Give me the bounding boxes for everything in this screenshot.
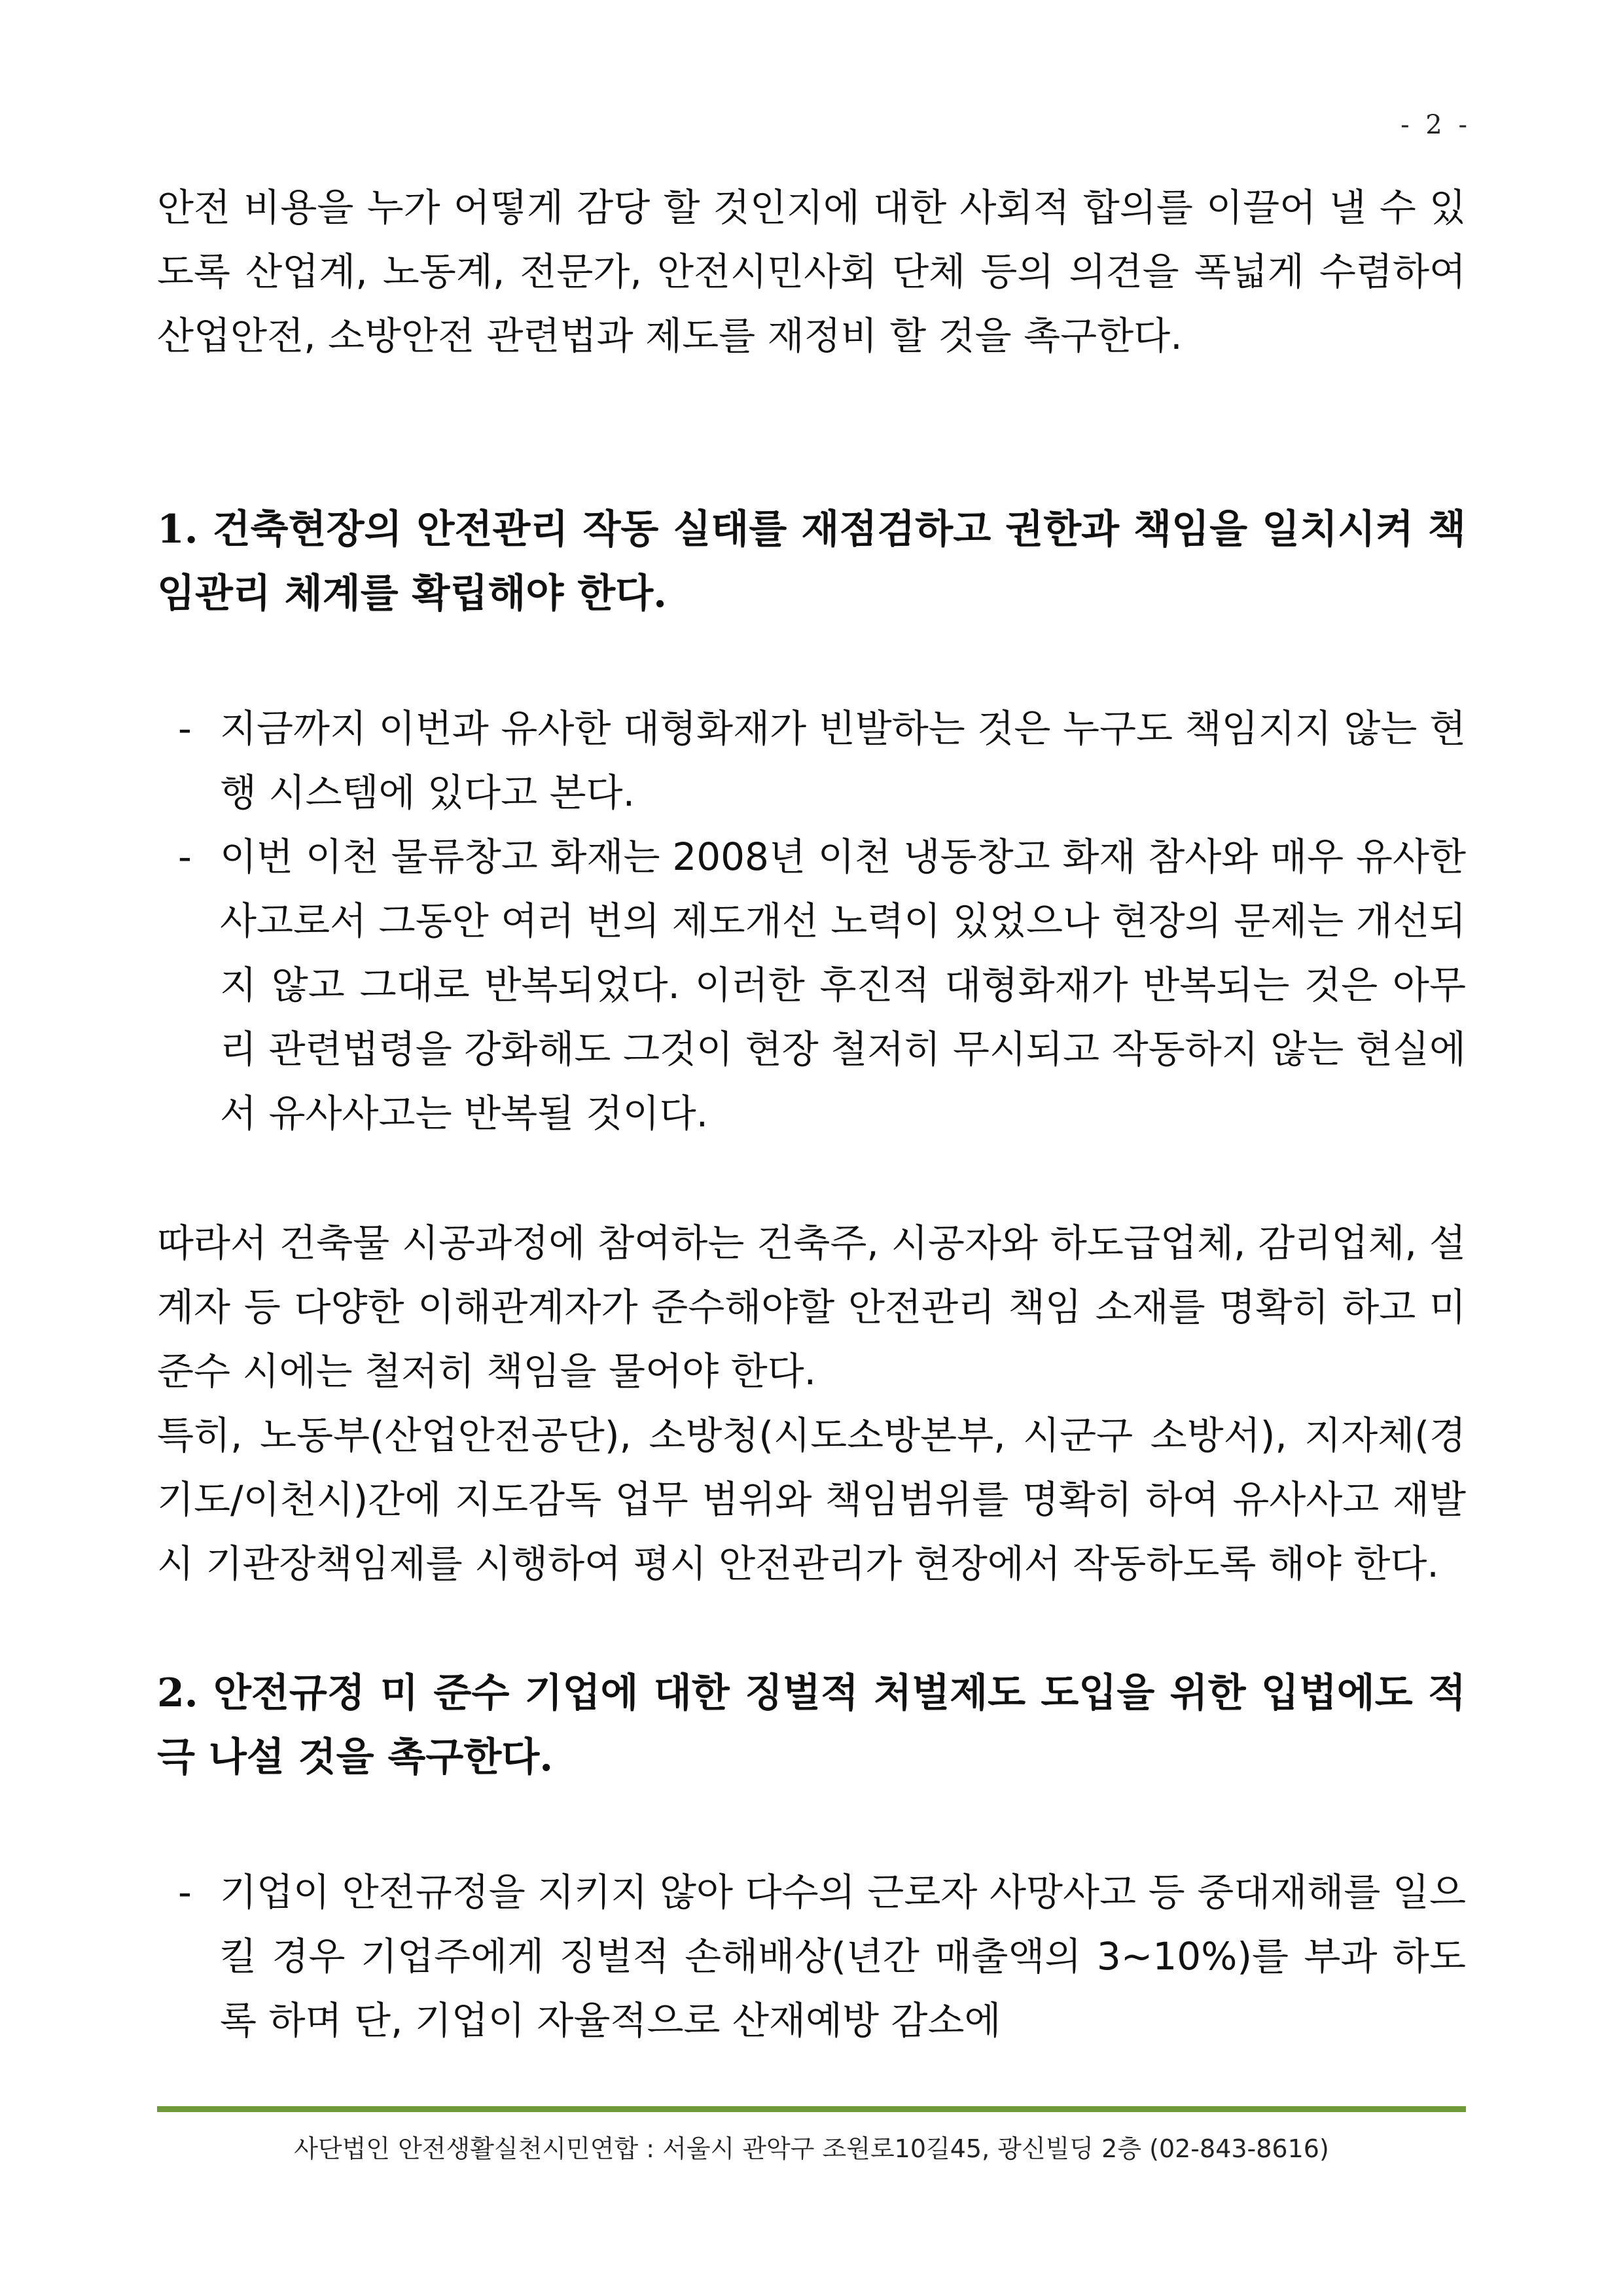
section-1-list: [157, 696, 1466, 1145]
page-number: - 2 -: [1400, 110, 1471, 140]
list-item-text: 지금까지 이번과 유사한 대형화재가 빈발하는 것은 누구도 책임지지 않는 현행 시스템에 있다고 본다.: [220, 706, 1466, 815]
dash-bullet: -: [178, 1870, 192, 1914]
section-1-heading: 1. 건축현장의 안전관리 작동 실태를 재점검하고 권한과 책임을 일치시켜 책임관리 체계를 확립해야 한다.: [157, 507, 1466, 617]
list-item-text: 기업이 안전규정을 지키지 않아 다수의 근로자 사망사고 등 중대재해를 일으킬 경우 기업주에게 징벌적 손해배상(년간 매출액의 3~10%)를 부과 하도록 하며 단, 기업이 자율적으로 산재예방 감소에: [220, 1870, 1466, 2043]
spacer: [157, 1596, 1466, 1661]
intro-paragraph: 안전 비용을 누가 어떻게 감당 할 것인지에 대한 사회적 합의를 이끌어 낼 수 있도록 산업계, 노동계, 전문가, 안전시민사회 단체 등의 의견을 폭넓게 수렴하여 산업안전, 소방안전 관련법과 제도를 재정비 할 것을 촉구한다.: [157, 185, 1466, 358]
spacer: [157, 1145, 1466, 1211]
document-body: [157, 175, 1466, 2053]
spacer: [157, 368, 1466, 497]
section-2-list: [157, 1860, 1466, 2053]
list-item: [157, 825, 1466, 1145]
spacer: [157, 626, 1466, 696]
footer-divider: [157, 2106, 1466, 2112]
dash-bullet: -: [178, 834, 192, 879]
list-item: [157, 1860, 1466, 2053]
section-1-paragraph-1: 따라서 건축물 시공과정에 참여하는 건축주, 시공자와 하도급업체, 감리업체, 설계자 등 다양한 이해관계자가 준수해야할 안전관리 책임 소재를 명확히 하고 미 준수 시에는 철저히 책임을 물어야 한다.: [157, 1221, 1466, 1393]
spacer: [157, 1789, 1466, 1860]
section-1-paragraph-2: 특히, 노동부(산업안전공단), 소방청(시도소방본부, 시군구 소방서), 지자체(경기도/이천시)간에 지도감독 업무 범위와 책임범위를 명확히 하여 유사사고 재발 시 기관장책임제를 시행하여 평시 안전관리가 현장에서 작동하도록 해야 한다.: [157, 1413, 1466, 1586]
footer-address: 사단법인 안전생활실천시민연합 : 서울시 관악구 조원로10길45, 광신빌딩 2층 (02-843-8616): [294, 2134, 1329, 2163]
dash-bullet: -: [178, 706, 192, 751]
list-item-text: 이번 이천 물류창고 화재는 2008년 이천 냉동창고 화재 참사와 매우 유사한 사고로서 그동안 여러 번의 제도개선 노력이 있었으나 현장의 문제는 개선되지 않고 그대로 반복되었다. 이러한 후진적 대형화재가 반복되는 것은 아무리 관련법령을 강화해도 그것이 현장 철저히 무시되고 작동하지 않는 현실에서 유사사고는 반복될 것이다.: [220, 834, 1466, 1136]
section-2-heading: 2. 안전규정 미 준수 기업에 대한 징벌적 처벌제도 도입을 위한 입법에도 적극 나설 것을 촉구한다.: [157, 1670, 1466, 1780]
list-item: [157, 696, 1466, 825]
